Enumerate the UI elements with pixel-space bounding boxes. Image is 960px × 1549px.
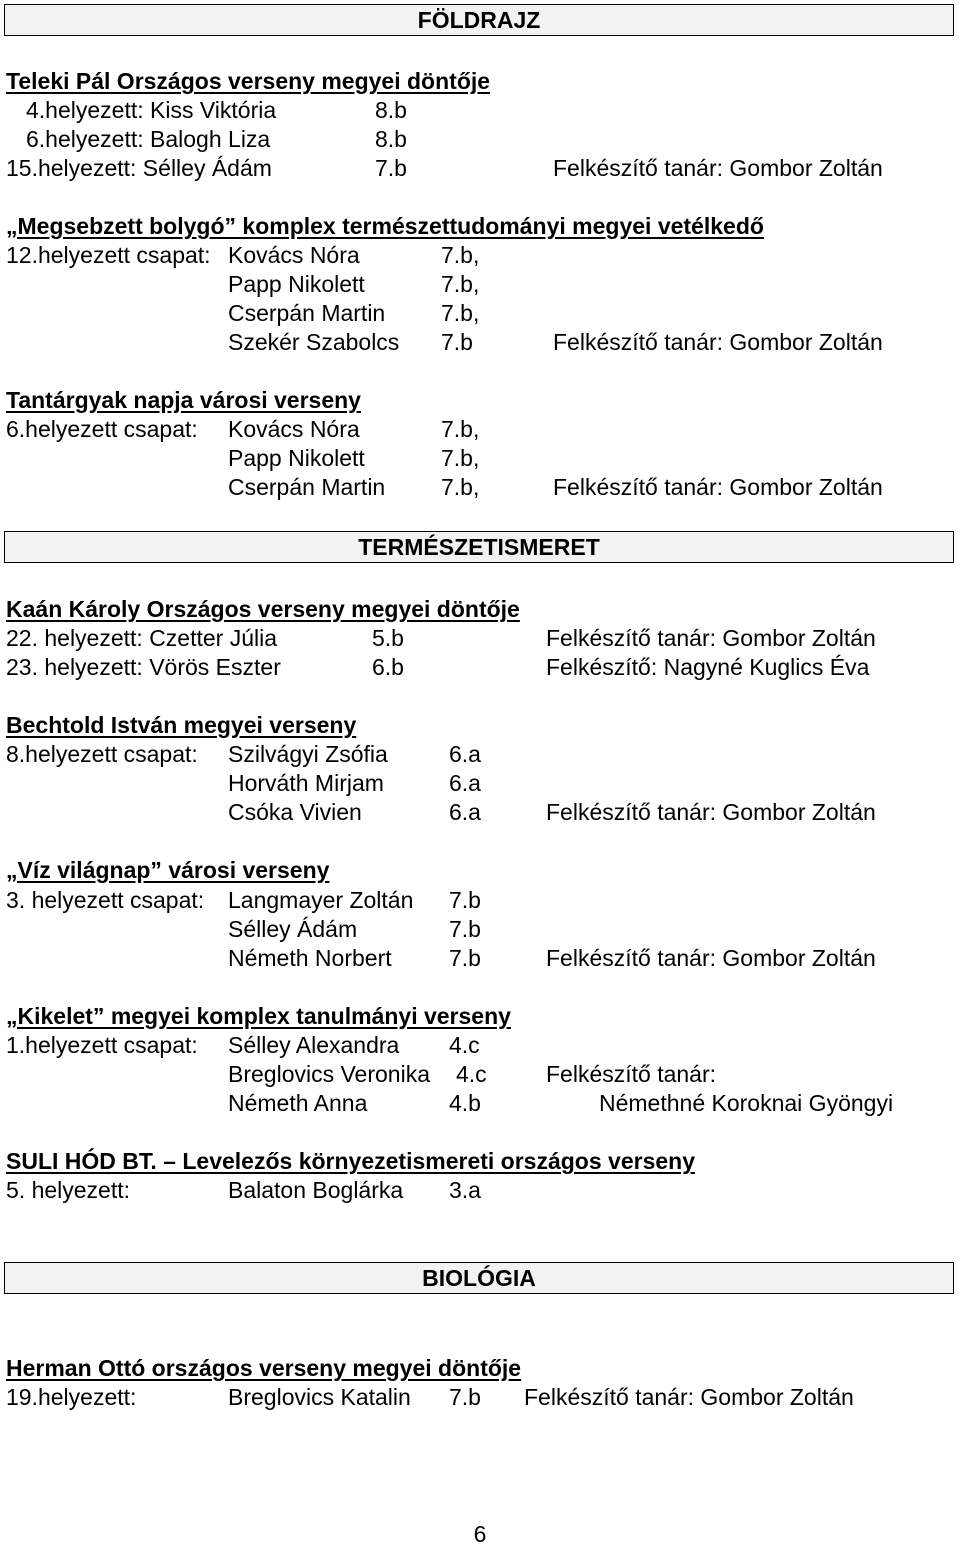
teacher: Némethné Koroknai Gyöngyi xyxy=(599,1090,894,1116)
student-name: Langmayer Zoltán xyxy=(228,887,414,913)
result-place: 23. helyezett: Vörös Eszter xyxy=(6,654,281,680)
student-class: 6.a xyxy=(449,741,481,767)
student-class: 7.b xyxy=(449,916,481,942)
student-class: 3.a xyxy=(449,1177,481,1203)
student-name: Cserpán Martin xyxy=(228,474,386,500)
student-name: Papp Nikolett xyxy=(228,445,365,471)
teacher: Felkészítő tanár: Gombor Zoltán xyxy=(553,155,883,181)
result-class: 8.b xyxy=(375,126,407,152)
teacher: Felkészítő tanár: Gombor Zoltán xyxy=(524,1384,854,1410)
student-name: Csóka Vivien xyxy=(228,799,362,825)
competition-title-viz: „Víz világnap” városi verseny xyxy=(6,857,330,883)
teacher: Felkészítő tanár: Gombor Zoltán xyxy=(546,945,876,971)
result-class: 8.b xyxy=(375,97,407,123)
competition-title-suli: SULI HÓD BT. – Levelezős környezetismereti országos verseny xyxy=(6,1148,695,1174)
team-label: 6.helyezett csapat: xyxy=(6,416,198,442)
teacher: Felkészítő tanár: Gombor Zoltán xyxy=(553,474,883,500)
result-class: 5.b xyxy=(372,625,404,651)
teacher: Felkészítő tanár: Gombor Zoltán xyxy=(546,625,876,651)
team-label: 8.helyezett csapat: xyxy=(6,741,198,767)
student-class: 7.b xyxy=(449,887,481,913)
student-name: Horváth Mirjam xyxy=(228,770,384,796)
student-name: Szekér Szabolcs xyxy=(228,329,400,355)
student-name: Kovács Nóra xyxy=(228,242,360,268)
competition-title-megsebzett: „Megsebzett bolygó” komplex természettudományi megyei vetélkedő xyxy=(6,213,764,239)
page-number: 6 xyxy=(473,1521,487,1547)
teacher: Felkészítő tanár: Gombor Zoltán xyxy=(553,329,883,355)
result-place: 22. helyezett: Czetter Júlia xyxy=(6,625,278,651)
student-class: 7.b xyxy=(449,945,481,971)
result-class: 7.b xyxy=(375,155,407,181)
section-banner-biologia: BIOLÓGIA xyxy=(4,1262,954,1294)
competition-title-tantargyak: Tantárgyak napja városi verseny xyxy=(6,387,361,413)
student-class: 6.a xyxy=(449,799,481,825)
student-class: 7.b xyxy=(449,1384,481,1410)
student-class: 6.a xyxy=(449,770,481,796)
result-class: 6.b xyxy=(372,654,404,680)
student-class: 7.b, xyxy=(441,416,480,442)
student-class: 7.b, xyxy=(441,271,480,297)
student-name: Kovács Nóra xyxy=(228,416,360,442)
student-class: 7.b, xyxy=(441,300,480,326)
student-name: Papp Nikolett xyxy=(228,271,365,297)
competition-title-kikelet: „Kikelet” megyei komplex tanulmányi verseny xyxy=(6,1003,511,1029)
result-place: 4.helyezett: Kiss Viktória xyxy=(26,97,277,123)
student-class: 7.b, xyxy=(441,474,480,500)
student-name: Sélley Ádám xyxy=(228,916,358,942)
student-class: 7.b, xyxy=(441,445,480,471)
teacher: Felkészítő: Nagyné Kuglics Éva xyxy=(546,654,870,680)
section-banner-foldrajz: FÖLDRAJZ xyxy=(4,4,954,36)
competition-title-bechtold: Bechtold István megyei verseny xyxy=(6,712,357,738)
result-place: 15.helyezett: Sélley Ádám xyxy=(6,155,272,181)
student-name: Cserpán Martin xyxy=(228,300,386,326)
result-place: 5. helyezett: xyxy=(6,1177,131,1203)
student-class: 7.b, xyxy=(441,242,480,268)
student-name: Németh Anna xyxy=(228,1090,368,1116)
section-banner-termeszetismeret: TERMÉSZETISMERET xyxy=(4,531,954,563)
student-class: 4.c xyxy=(449,1032,480,1058)
student-class: 4.c xyxy=(456,1061,487,1087)
student-name: Breglovics Katalin xyxy=(228,1384,411,1410)
competition-title-herman: Herman Ottó országos verseny megyei döntője xyxy=(6,1355,522,1381)
student-name: Breglovics Veronika xyxy=(228,1061,430,1087)
team-label: 3. helyezett csapat: xyxy=(6,887,205,913)
result-place: 19.helyezett: xyxy=(6,1384,137,1410)
student-class: 7.b xyxy=(441,329,473,355)
teacher: Felkészítő tanár: xyxy=(546,1061,717,1087)
result-place: 6.helyezett: Balogh Liza xyxy=(26,126,271,152)
student-name: Németh Norbert xyxy=(228,945,392,971)
student-name: Szilvágyi Zsófia xyxy=(228,741,388,767)
student-name: Sélley Alexandra xyxy=(228,1032,400,1058)
student-class: 4.b xyxy=(449,1090,481,1116)
competition-title-teleki: Teleki Pál Országos verseny megyei döntője xyxy=(6,68,491,94)
student-name: Balaton Boglárka xyxy=(228,1177,404,1203)
competition-title-kaan: Kaán Károly Országos verseny megyei döntője xyxy=(6,596,520,622)
teacher: Felkészítő tanár: Gombor Zoltán xyxy=(546,799,876,825)
team-label: 12.helyezett csapat: xyxy=(6,242,211,268)
team-label: 1.helyezett csapat: xyxy=(6,1032,198,1058)
